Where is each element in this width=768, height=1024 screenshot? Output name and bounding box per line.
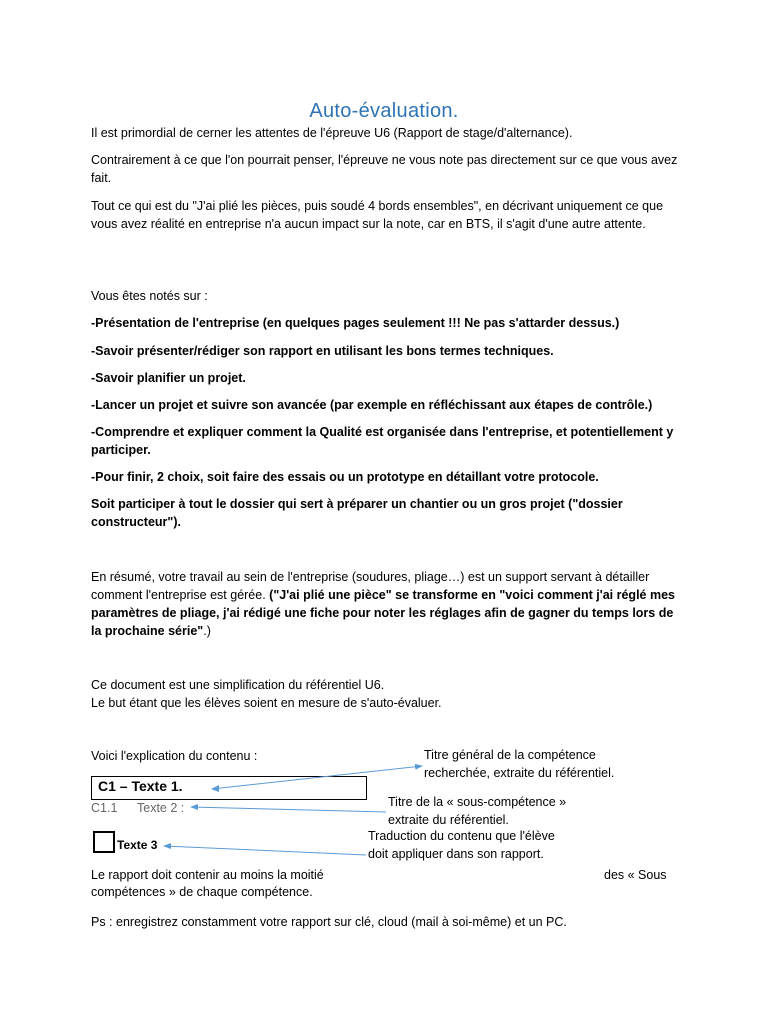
criteria-item: -Savoir planifier un projet.: [91, 371, 246, 385]
intro-paragraph-2: Contrairement à ce que l'on pourrait penser, l'épreuve ne vous note pas directement sur ce que vous avez fait.: [91, 153, 678, 185]
sub-competence-code: C1.1: [91, 801, 118, 815]
sub-competence-title: Texte 2 :: [137, 801, 185, 815]
summary-prefix: En résumé, votre travail au sein de l'entreprise (soudures, pliage…) est un support servant à détailler comment l'entreprise est gérée.: [91, 570, 650, 602]
competence-title: C1 – Texte 1.: [98, 778, 183, 794]
summary-paragraph: [91, 568, 681, 640]
criteria-heading: Vous êtes notés sur :: [91, 289, 208, 303]
requirement-part-3: compétences » de chaque compétence.: [91, 885, 313, 899]
annotation-line: extraite du référentiel.: [388, 813, 509, 827]
criteria-item: -Savoir présenter/rédiger son rapport en utilisant les bons termes techniques.: [91, 344, 554, 358]
criteria-item: -Présentation de l'entreprise (en quelques pages seulement !!! Ne pas s'attarder dessus.): [91, 316, 620, 330]
simplification-line-1: Ce document est une simplification du référentiel U6.: [91, 678, 385, 692]
annotation-translation: [368, 827, 555, 863]
summary-bold: ("J'ai plié une pièce" se transforme en "voici comment j'ai réglé mes paramètres de pliage, j'ai rédigé une fiche pour noter les réglages afin de gagner du temps lors de la prochaine série": [91, 588, 675, 638]
criteria-item: -Pour finir, 2 choix, soit faire des essais ou un prototype en détaillant votre protocole.: [91, 470, 599, 484]
arrowhead-3: [163, 843, 171, 849]
annotation-line: Titre général de la compétence: [424, 748, 596, 762]
criteria-item: Soit participer à tout le dossier qui sert à préparer un chantier ou un gros projet ("dossier constructeur").: [91, 497, 623, 529]
page-title: Auto-évaluation.: [309, 100, 459, 122]
annotation-general-title: [424, 746, 614, 782]
annotation-line: doit appliquer dans son rapport.: [368, 847, 544, 861]
criteria-item: -Comprendre et expliquer comment la Qualité est organisée dans l'entreprise, et potentiellement y participer.: [91, 425, 674, 457]
criteria-item: -Lancer un projet et suivre son avancée (par exemple en réfléchissant aux étapes de contrôle.): [91, 398, 653, 412]
example-intro: Voici l'explication du contenu :: [91, 749, 258, 763]
arrow-to-sub-competence: [191, 807, 386, 812]
arrowhead-2: [190, 804, 198, 810]
simplification-line-2: Le but étant que les élèves soient en mesure de s'auto-évaluer.: [91, 696, 442, 710]
arrow-to-checkbox-label: [164, 846, 366, 855]
annotation-sub-title: [388, 793, 566, 829]
requirement-part-1: Le rapport doit contenir au moins la moitié: [91, 868, 324, 882]
checkbox[interactable]: [93, 831, 115, 853]
checkbox-label: Texte 3: [117, 838, 158, 852]
annotation-line: Titre de la « sous-compétence »: [388, 795, 567, 809]
summary-suffix: .): [203, 624, 211, 638]
requirement-part-2: des « Sous: [604, 868, 667, 882]
intro-paragraph-3: Tout ce qui est du "J'ai plié les pièces, puis soudé 4 bords ensembles", en décrivant uniquement ce que vous avez réalité en entreprise n'a aucun impact sur la note, car en BTS, il s'agit d'une autre attente.: [91, 199, 664, 231]
annotation-line: recherchée, extraite du référentiel.: [424, 766, 615, 780]
ps-note: Ps : enregistrez constamment votre rapport sur clé, cloud (mail à soi-même) et un PC.: [91, 915, 567, 929]
annotation-line: Traduction du contenu que l'élève: [368, 829, 555, 843]
intro-paragraph-1: Il est primordial de cerner les attentes de l'épreuve U6 (Rapport de stage/d'alternance).: [91, 126, 573, 140]
